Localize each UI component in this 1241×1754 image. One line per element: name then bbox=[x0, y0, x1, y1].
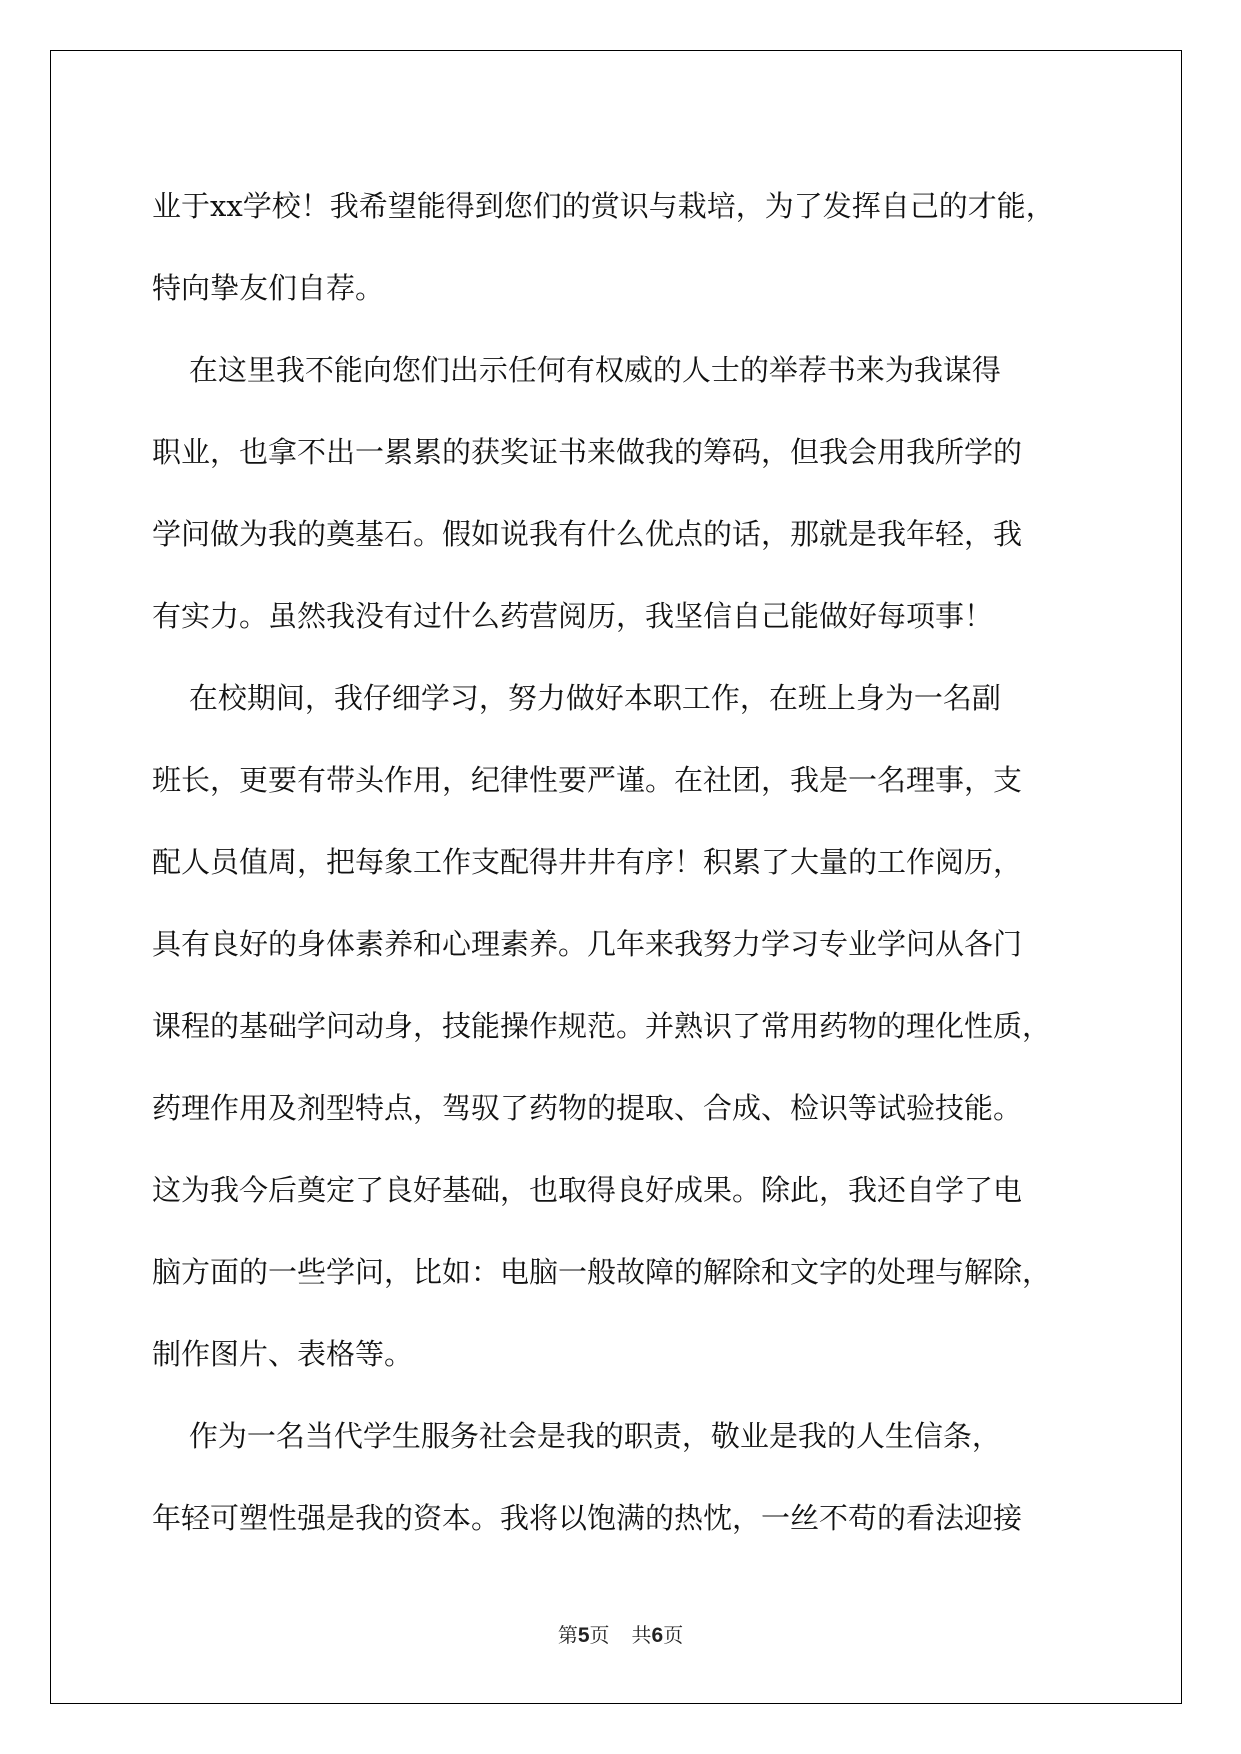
page-suffix: 页 bbox=[589, 1623, 610, 1647]
total-prefix: 共 bbox=[631, 1623, 652, 1647]
page-footer bbox=[0, 1619, 1241, 1648]
text-line: 在校期间，我仔细学习，努力做好本职工作，在班上身为一名副 bbox=[152, 681, 1001, 715]
text-line: 有实力。虽然我没有过什么药营阅历，我坚信自己能做好每项事！ bbox=[152, 599, 994, 633]
text-line: 课程的基础学问动身，技能操作规范。并熟识了常用药物的理化性质， bbox=[152, 1009, 1052, 1043]
text-line: 学问做为我的奠基石。假如说我有什么优点的话，那就是我年轻，我 bbox=[152, 517, 1023, 551]
text-line: 脑方面的一些学问，比如：电脑一般故障的解除和文字的处理与解除， bbox=[152, 1255, 1052, 1289]
text-line: 具有良好的身体素养和心理素养。几年来我努力学习专业学问从各门 bbox=[152, 927, 1023, 961]
page-prefix: 第 bbox=[557, 1623, 578, 1647]
text-line: 在这里我不能向您们出示任何有权威的人士的举荐书来为我谋得 bbox=[152, 353, 1001, 387]
current-page-number: 5 bbox=[577, 1624, 590, 1647]
text-line: 特向挚友们自荐。 bbox=[152, 271, 385, 305]
total-page-number: 6 bbox=[651, 1624, 664, 1647]
text-line: 年轻可塑性强是我的资本。我将以饱满的热忱，一丝不苟的看法迎接 bbox=[152, 1501, 1023, 1535]
text-line: 班长，更要有带头作用，纪律性要严谨。在社团，我是一名理事，支 bbox=[152, 763, 1023, 797]
text-line: 制作图片、表格等。 bbox=[152, 1337, 414, 1371]
total-suffix: 页 bbox=[663, 1623, 684, 1647]
document-body bbox=[152, 165, 1092, 1559]
text-line: 业于xx学校！我希望能得到您们的赏识与栽培，为了发挥自己的才能， bbox=[152, 189, 1055, 223]
text-line: 药理作用及剂型特点，驾驭了药物的提取、合成、检识等试验技能。 bbox=[152, 1091, 1023, 1125]
text-line: 配人员值周，把每象工作支配得井井有序！积累了大量的工作阅历， bbox=[152, 845, 1023, 879]
text-line: 作为一名当代学生服务社会是我的职责，敬业是我的人生信条， bbox=[152, 1419, 1001, 1453]
text-line: 职业，也拿不出一累累的获奖证书来做我的筹码，但我会用我所学的 bbox=[152, 435, 1023, 469]
text-line: 这为我今后奠定了良好基础，也取得良好成果。除此，我还自学了电 bbox=[152, 1173, 1023, 1207]
